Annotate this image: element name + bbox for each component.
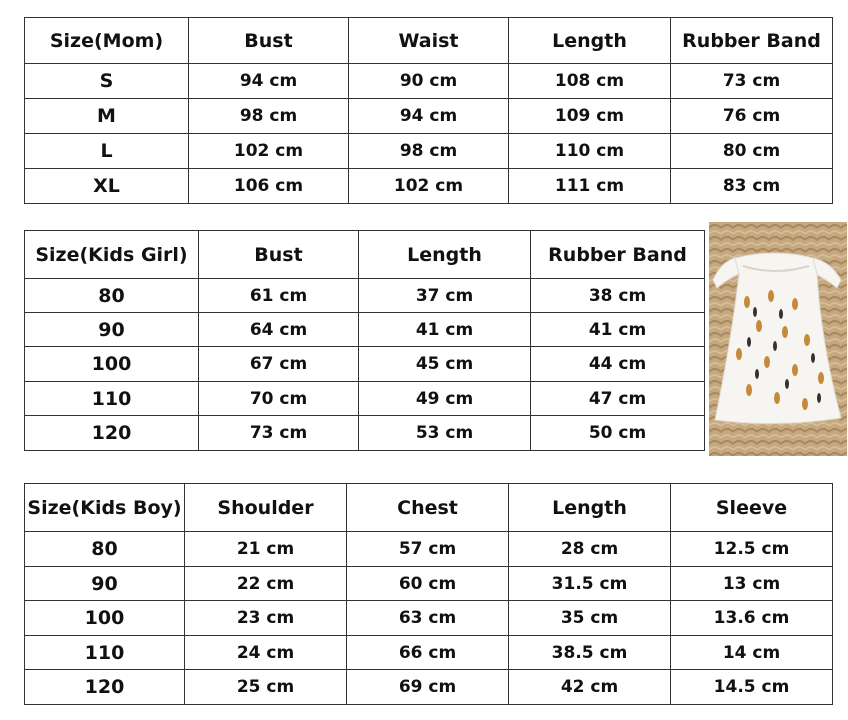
cell-size: 120: [25, 416, 199, 451]
cell-size: 80: [25, 532, 185, 567]
cell-sleeve: 14.5 cm: [671, 670, 833, 705]
cell-length: 53 cm: [359, 416, 531, 451]
header-chest: Chest: [347, 484, 509, 532]
cell-rubber-band: 38 cm: [531, 279, 705, 313]
header-bust: Bust: [189, 18, 349, 64]
cell-size: XL: [25, 169, 189, 204]
mom-size-table: [24, 17, 833, 204]
cell-bust: 98 cm: [189, 99, 349, 134]
cell-shoulder: 24 cm: [185, 636, 347, 670]
product-photo: [709, 222, 847, 456]
header-rubber-band: Rubber Band: [671, 18, 833, 64]
cell-sleeve: 13 cm: [671, 567, 833, 601]
cell-bust: 94 cm: [189, 64, 349, 99]
table-row: [25, 636, 833, 670]
header-length: Length: [509, 18, 671, 64]
header-length: Length: [359, 231, 531, 279]
cell-size: 110: [25, 636, 185, 670]
cell-length: 109 cm: [509, 99, 671, 134]
cell-length: 110 cm: [509, 134, 671, 169]
cell-length: 35 cm: [509, 601, 671, 636]
cell-rubber-band: 73 cm: [671, 64, 833, 99]
cell-waist: 90 cm: [349, 64, 509, 99]
cell-chest: 60 cm: [347, 567, 509, 601]
cell-length: 42 cm: [509, 670, 671, 705]
cell-length: 37 cm: [359, 279, 531, 313]
table-row: [25, 532, 833, 567]
cell-size: 120: [25, 670, 185, 705]
table-header-row: [25, 484, 833, 532]
cell-length: 31.5 cm: [509, 567, 671, 601]
table-header-row: [25, 231, 705, 279]
cell-sleeve: 14 cm: [671, 636, 833, 670]
table-row: [25, 169, 833, 204]
cell-length: 28 cm: [509, 532, 671, 567]
cell-size: 100: [25, 347, 199, 382]
table-row: [25, 99, 833, 134]
cell-rubber-band: 41 cm: [531, 313, 705, 347]
table-row: [25, 601, 833, 636]
cell-rubber-band: 76 cm: [671, 99, 833, 134]
kids-girl-size-table: [24, 230, 705, 451]
table-row: [25, 313, 705, 347]
header-size: Size(Kids Boy): [25, 484, 185, 532]
table-row: [25, 382, 705, 416]
header-rubber-band: Rubber Band: [531, 231, 705, 279]
table-row: [25, 134, 833, 169]
header-sleeve: Sleeve: [671, 484, 833, 532]
cell-chest: 66 cm: [347, 636, 509, 670]
cell-bust: 73 cm: [199, 416, 359, 451]
cell-length: 111 cm: [509, 169, 671, 204]
cell-chest: 57 cm: [347, 532, 509, 567]
cell-length: 108 cm: [509, 64, 671, 99]
cell-length: 49 cm: [359, 382, 531, 416]
cell-size: 100: [25, 601, 185, 636]
cell-size: S: [25, 64, 189, 99]
cell-size: 80: [25, 279, 199, 313]
cell-sleeve: 12.5 cm: [671, 532, 833, 567]
header-size: Size(Mom): [25, 18, 189, 64]
cell-size: M: [25, 99, 189, 134]
header-bust: Bust: [199, 231, 359, 279]
table-header-row: [25, 18, 833, 64]
cell-length: 38.5 cm: [509, 636, 671, 670]
table-row: [25, 567, 833, 601]
cell-waist: 102 cm: [349, 169, 509, 204]
header-size: Size(Kids Girl): [25, 231, 199, 279]
cell-size: L: [25, 134, 189, 169]
cell-rubber-band: 80 cm: [671, 134, 833, 169]
header-shoulder: Shoulder: [185, 484, 347, 532]
cell-rubber-band: 44 cm: [531, 347, 705, 382]
dress-illustration: [709, 222, 847, 456]
cell-shoulder: 23 cm: [185, 601, 347, 636]
cell-chest: 63 cm: [347, 601, 509, 636]
cell-waist: 94 cm: [349, 99, 509, 134]
cell-size: 90: [25, 313, 199, 347]
cell-shoulder: 25 cm: [185, 670, 347, 705]
cell-shoulder: 22 cm: [185, 567, 347, 601]
table-row: [25, 279, 705, 313]
table-row: [25, 64, 833, 99]
cell-length: 41 cm: [359, 313, 531, 347]
cell-bust: 106 cm: [189, 169, 349, 204]
kids-boy-size-table: [24, 483, 833, 705]
cell-rubber-band: 50 cm: [531, 416, 705, 451]
cell-sleeve: 13.6 cm: [671, 601, 833, 636]
cell-bust: 67 cm: [199, 347, 359, 382]
cell-size: 110: [25, 382, 199, 416]
header-length: Length: [509, 484, 671, 532]
table-row: [25, 670, 833, 705]
cell-rubber-band: 47 cm: [531, 382, 705, 416]
cell-shoulder: 21 cm: [185, 532, 347, 567]
cell-waist: 98 cm: [349, 134, 509, 169]
cell-bust: 64 cm: [199, 313, 359, 347]
table-row: [25, 416, 705, 451]
cell-chest: 69 cm: [347, 670, 509, 705]
cell-bust: 70 cm: [199, 382, 359, 416]
table-row: [25, 347, 705, 382]
cell-bust: 61 cm: [199, 279, 359, 313]
cell-rubber-band: 83 cm: [671, 169, 833, 204]
cell-size: 90: [25, 567, 185, 601]
header-waist: Waist: [349, 18, 509, 64]
cell-bust: 102 cm: [189, 134, 349, 169]
cell-length: 45 cm: [359, 347, 531, 382]
